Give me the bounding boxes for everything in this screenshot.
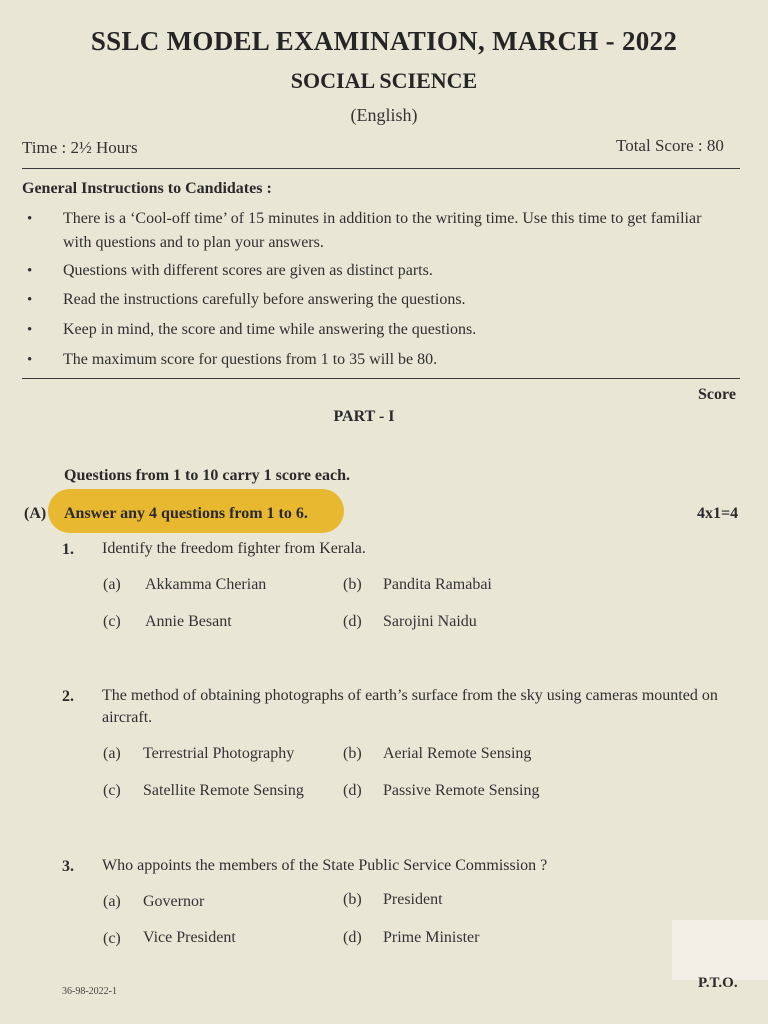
option-text: Vice President bbox=[143, 929, 236, 946]
exam-title: SSLC MODEL EXAMINATION, MARCH - 2022 bbox=[90, 26, 678, 56]
question-text: Identify the freedom fighter from Kerala. bbox=[102, 540, 366, 557]
subject-title: SOCIAL SCIENCE bbox=[290, 68, 478, 93]
instructions-heading: General Instructions to Candidates : bbox=[22, 180, 272, 197]
score-column-heading: Score bbox=[698, 386, 736, 403]
instruction-item: Read the instructions carefully before answering the questions. bbox=[63, 291, 466, 308]
option-text: Passive Remote Sensing bbox=[383, 782, 540, 799]
instructions-divider bbox=[22, 378, 740, 379]
option-text: President bbox=[383, 891, 443, 908]
option-label: (b) bbox=[343, 576, 362, 593]
option-text: Prime Minister bbox=[383, 929, 480, 946]
instruction-item: The maximum score for questions from 1 to 35 will be 80. bbox=[63, 351, 438, 368]
option-label: (d) bbox=[343, 929, 362, 946]
question-number: 2. bbox=[62, 688, 74, 705]
part-heading: PART - I bbox=[333, 408, 395, 425]
paper-code: 36-98-2022-1 bbox=[62, 986, 117, 997]
option-text: Governor bbox=[143, 893, 205, 910]
option-text: Satellite Remote Sensing bbox=[143, 782, 304, 799]
option-text: Terrestrial Photography bbox=[143, 745, 295, 762]
pto-label: P.T.O. bbox=[698, 975, 738, 991]
option-label: (c) bbox=[103, 782, 121, 799]
header-divider bbox=[22, 168, 740, 169]
option-label: (c) bbox=[103, 930, 121, 947]
option-label: (a) bbox=[103, 576, 121, 593]
question-text: The method of obtaining photographs of earth’s surface from the sky using cameras mounted on aircraft. bbox=[102, 687, 718, 726]
time-label: Time : 2½ Hours bbox=[22, 138, 138, 157]
bullet-icon: • bbox=[27, 292, 33, 308]
option-label: (c) bbox=[103, 613, 121, 630]
section-score: 4x1=4 bbox=[697, 505, 739, 522]
section-instruction: Answer any 4 questions from 1 to 6. bbox=[64, 505, 308, 522]
question-number: 1. bbox=[62, 541, 74, 558]
bullet-icon: • bbox=[27, 352, 33, 368]
option-label: (b) bbox=[343, 891, 362, 908]
section-label: (A) bbox=[24, 505, 47, 522]
option-label: (d) bbox=[343, 613, 362, 630]
questions-info: Questions from 1 to 10 carry 1 score each. bbox=[64, 467, 351, 484]
question-text: Who appoints the members of the State Public Service Commission ? bbox=[102, 857, 548, 874]
bullet-icon: • bbox=[27, 211, 33, 227]
option-text: Sarojini Naidu bbox=[383, 613, 477, 630]
bullet-icon: • bbox=[27, 263, 33, 279]
option-label: (d) bbox=[343, 782, 362, 799]
option-label: (b) bbox=[343, 745, 362, 762]
paper-glare bbox=[672, 920, 768, 980]
question-number: 3. bbox=[62, 858, 74, 875]
option-text: Annie Besant bbox=[145, 613, 232, 630]
option-label: (a) bbox=[103, 893, 121, 910]
option-text: Pandita Ramabai bbox=[383, 576, 492, 593]
total-score-label: Total Score : 80 bbox=[616, 136, 724, 155]
option-text: Aerial Remote Sensing bbox=[383, 745, 532, 762]
option-text: Akkamma Cherian bbox=[145, 576, 267, 593]
instruction-item: Keep in mind, the score and time while answering the questions. bbox=[63, 321, 477, 338]
option-label: (a) bbox=[103, 745, 121, 762]
language-label: (English) bbox=[350, 105, 418, 125]
instruction-item: There is a ‘Cool-off time’ of 15 minutes in addition to the writing time. Use this time to get familiar with questions and to plan your answers. bbox=[63, 210, 702, 251]
bullet-icon: • bbox=[27, 322, 33, 338]
instruction-item: Questions with different scores are given as distinct parts. bbox=[63, 262, 433, 279]
